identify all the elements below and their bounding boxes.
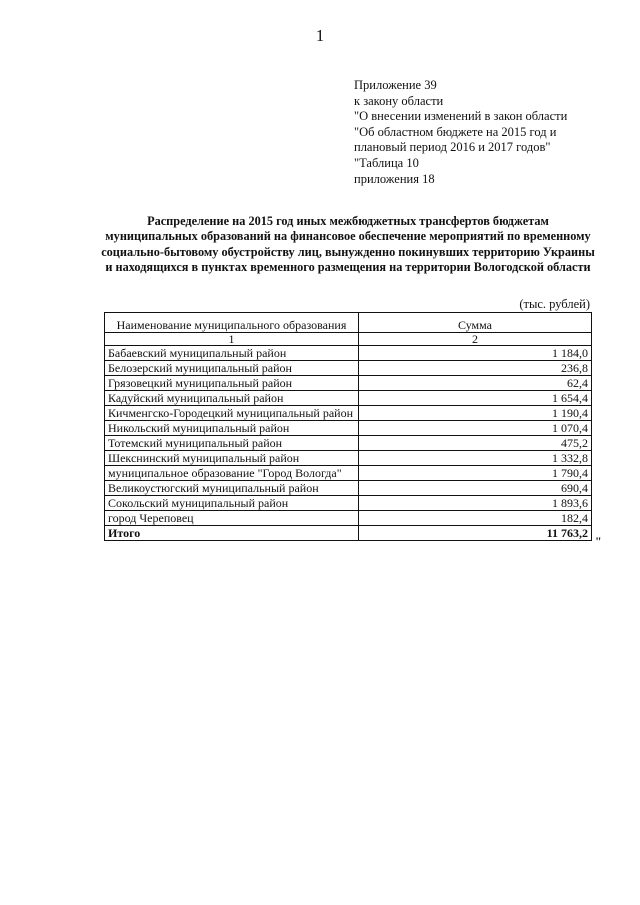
row-name: Сокольский муниципальный район <box>105 496 359 511</box>
row-name: город Череповец <box>105 511 359 526</box>
appendix-line: "Об областном бюджете на 2015 год и <box>354 124 557 139</box>
row-name: Тотемский муниципальный район <box>105 436 359 451</box>
row-sum: 236,8 <box>359 361 592 376</box>
row-sum: 1 070,4 <box>359 421 592 436</box>
column-number: 2 <box>359 333 592 346</box>
table-row <box>105 436 592 451</box>
row-sum: 62,4 <box>359 376 592 391</box>
page-number: 1 <box>315 26 325 45</box>
table-header-row <box>105 313 592 333</box>
row-sum: 1 790,4 <box>359 466 592 481</box>
row-sum: 182,4 <box>359 511 592 526</box>
table-row <box>105 481 592 496</box>
column-number: 1 <box>105 333 359 346</box>
column-number-row <box>105 333 592 346</box>
row-sum: 1 190,4 <box>359 406 592 421</box>
row-name: Кичменгско-Городецкий муниципальный район <box>105 406 359 421</box>
title-line: и находящихся в пунктах временного размещения на территории Вологодской области <box>105 260 591 275</box>
title-line: Распределение на 2015 год иных межбюджетных трансфертов бюджетам <box>147 214 549 228</box>
document-title <box>100 214 596 276</box>
distribution-table <box>104 312 592 541</box>
table-row <box>105 376 592 391</box>
table-row <box>105 451 592 466</box>
table-row <box>105 346 592 361</box>
table-row <box>105 406 592 421</box>
header-sum: Сумма <box>359 313 592 333</box>
units-label: (тыс. рублей) <box>519 297 590 311</box>
table-row <box>105 511 592 526</box>
row-name: Никольский муниципальный район <box>105 421 359 436</box>
appendix-note <box>354 78 567 187</box>
row-name: муниципальное образование "Город Вологда" <box>105 466 359 481</box>
row-name: Великоустюгский муниципальный район <box>105 481 359 496</box>
title-line: социально-бытовому обустройству лиц, вынужденно покинувших территорию Украины <box>101 244 595 259</box>
table-row <box>105 466 592 481</box>
row-sum: 1 184,0 <box>359 346 592 361</box>
appendix-line: приложения 18 <box>354 171 435 186</box>
appendix-line: к закону области <box>354 93 444 108</box>
total-row <box>105 526 592 541</box>
row-name: Шекснинский муниципальный район <box>105 451 359 466</box>
title-line: муниципальных образований на финансовое обеспечение мероприятий по временному <box>105 229 591 244</box>
table-row <box>105 391 592 406</box>
row-sum: 475,2 <box>359 436 592 451</box>
table-row <box>105 496 592 511</box>
appendix-line: "О внесении изменений в закон области <box>354 109 568 124</box>
row-sum: 1 654,4 <box>359 391 592 406</box>
table-row <box>105 361 592 376</box>
row-name: Белозерский муниципальный район <box>105 361 359 376</box>
total-label: Итого <box>105 526 359 541</box>
appendix-line: Приложение 39 <box>354 78 437 92</box>
row-name: Грязовецкий муниципальный район <box>105 376 359 391</box>
appendix-line: "Таблица 10 <box>354 155 419 170</box>
header-name: Наименование муниципального образования <box>105 313 359 333</box>
row-sum: 1 332,8 <box>359 451 592 466</box>
closing-quote: " <box>595 534 602 548</box>
total-sum: 11 763,2 <box>359 526 592 541</box>
table-row <box>105 421 592 436</box>
row-sum: 690,4 <box>359 481 592 496</box>
row-name: Бабаевский муниципальный район <box>105 346 359 361</box>
appendix-line: плановый период 2016 и 2017 годов" <box>354 140 551 155</box>
row-name: Кадуйский муниципальный район <box>105 391 359 406</box>
row-sum: 1 893,6 <box>359 496 592 511</box>
